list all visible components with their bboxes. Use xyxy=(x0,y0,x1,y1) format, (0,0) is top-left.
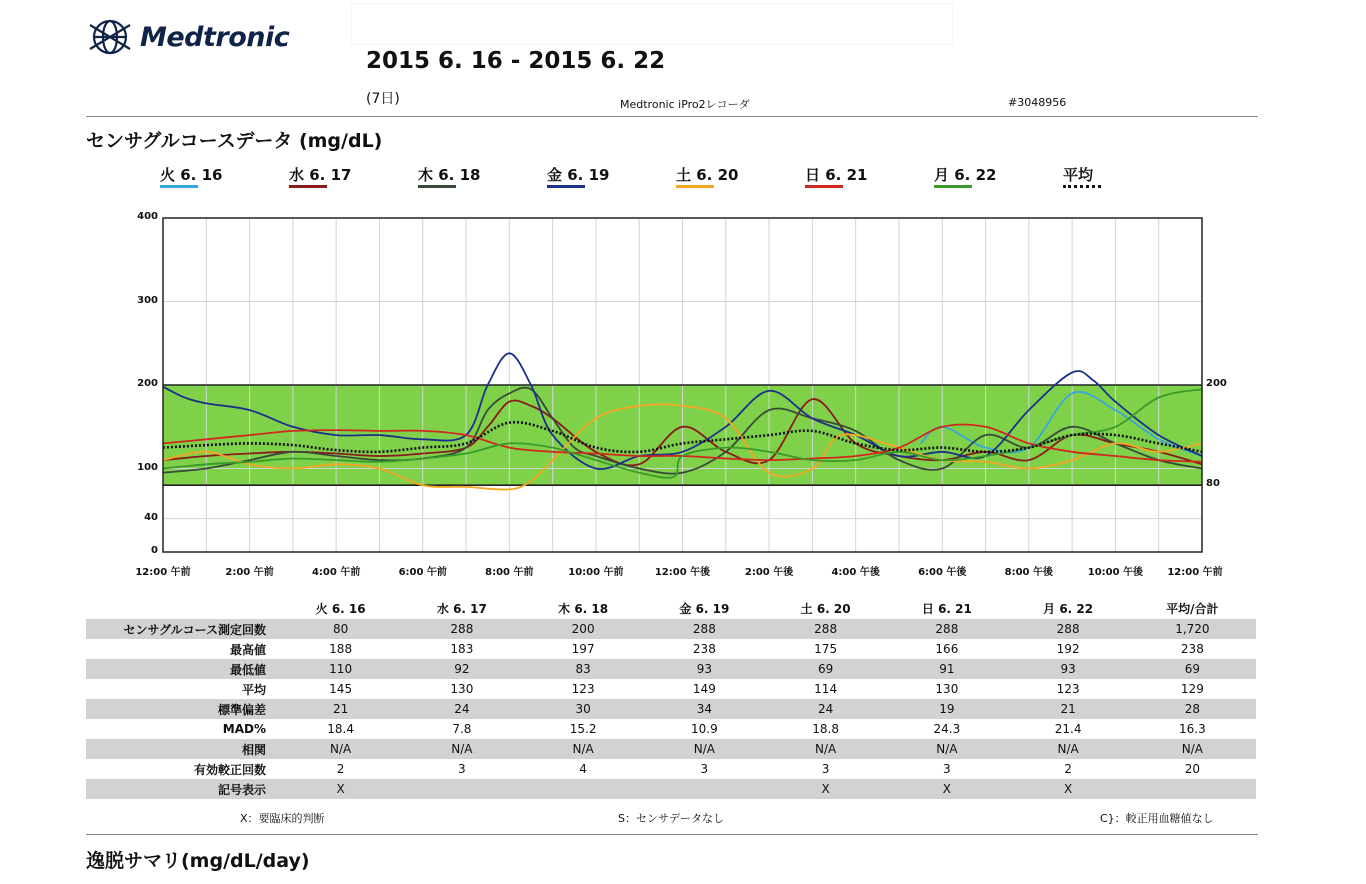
stats-cell: 288 xyxy=(886,619,1007,639)
stats-cell: 197 xyxy=(571,642,595,656)
stats-cell: 30 xyxy=(523,699,644,719)
stats-row-label: 標準偏差 xyxy=(86,699,280,719)
legend-label: 火 6. 16 xyxy=(160,166,223,184)
stats-cell xyxy=(1129,779,1256,799)
section-title-2: 逸脱サマリ(mg/dL/day) xyxy=(86,850,310,872)
x-tick-label: 8:00 午前 xyxy=(485,567,534,578)
footer-divider xyxy=(86,834,1258,835)
legend-label: 日 6. 21 xyxy=(805,166,868,184)
stats-row-label: 相関 xyxy=(86,739,280,759)
stats-cell: 110 xyxy=(280,659,401,679)
stats-cell: N/A xyxy=(1129,739,1256,759)
stats-cell: 175 xyxy=(814,642,838,656)
stats-cell: 18.4 xyxy=(327,722,354,736)
x-tick-label: 12:00 午前 xyxy=(1167,567,1223,578)
stats-row-label: センサグルコース測定回数 xyxy=(86,619,280,639)
date-range: 2015 6. 16 - 2015 6. 22 xyxy=(366,48,666,74)
stats-column-header: 水 6. 17 xyxy=(436,602,487,616)
stats-cell: 80 xyxy=(280,619,401,639)
legend-label: 水 6. 17 xyxy=(289,166,352,184)
stats-cell: X xyxy=(280,779,401,799)
stats-cell: 3 xyxy=(700,762,709,776)
stats-cell: 24 xyxy=(401,699,522,719)
stats-cell: 238 xyxy=(692,642,716,656)
stats-cell: 1,720 xyxy=(1129,619,1256,639)
stats-cell: 3 xyxy=(943,762,951,776)
stats-row-label: 最低値 xyxy=(86,659,280,679)
stats-cell: 2 xyxy=(336,762,345,776)
stats-cell: 200 xyxy=(523,619,644,639)
stats-cell: 92 xyxy=(401,659,522,679)
stats-cell: 238 xyxy=(1180,642,1204,656)
y-tick-label: 400 xyxy=(137,211,158,222)
stats-cell: 24 xyxy=(765,699,886,719)
note-s: S：センサデータなし xyxy=(618,812,724,825)
stats-cell: 114 xyxy=(814,682,838,696)
stats-row xyxy=(86,759,1256,779)
y-tick-label: 40 xyxy=(144,511,158,523)
logo-text: Medtronic xyxy=(140,21,290,53)
serial-number: #3048956 xyxy=(1008,96,1067,109)
section-title: センサグルコースデータ (mg/dL) xyxy=(86,130,383,152)
stats-cell: N/A xyxy=(886,739,1007,759)
stats-cell: N/A xyxy=(644,739,765,759)
legend-label: 木 6. 18 xyxy=(418,166,481,184)
stats-cell: 2 xyxy=(1064,762,1072,776)
stats-cell: 123 xyxy=(571,682,595,696)
stats-cell: 3 xyxy=(458,762,466,776)
day-count: (7日) xyxy=(366,91,400,107)
stats-cell: 3 xyxy=(821,762,830,776)
stats-cell: N/A xyxy=(1008,739,1129,759)
stats-cell: N/A xyxy=(401,739,522,759)
stats-cell: 83 xyxy=(523,659,644,679)
stats-cell: 69 xyxy=(1129,659,1256,679)
stats-cell: X xyxy=(886,779,1007,799)
stats-column-header: 月 6. 22 xyxy=(1043,602,1094,616)
stats-cell: 7.8 xyxy=(452,722,472,736)
stats-row-label: 有効較正回数 xyxy=(193,762,266,777)
stats-cell: 288 xyxy=(1008,619,1129,639)
device-name: Medtronic iPro2レコーダ xyxy=(620,98,750,111)
stats-cell: 69 xyxy=(765,659,886,679)
stats-cell: 166 xyxy=(935,642,959,656)
x-tick-label: 10:00 午後 xyxy=(1087,567,1144,578)
stats-table xyxy=(86,598,1256,799)
stats-column-header: 日 6. 21 xyxy=(921,602,972,616)
stats-header-row xyxy=(86,598,1256,619)
x-tick-label: 8:00 午後 xyxy=(1004,567,1053,578)
stats-cell: N/A xyxy=(765,739,886,759)
stats-column-header: 木 6. 18 xyxy=(558,602,609,616)
note-x: X：要臨床的判断 xyxy=(240,812,325,825)
stats-cell: 288 xyxy=(765,619,886,639)
stats-cell: 149 xyxy=(692,682,716,696)
x-tick-label: 12:00 午前 xyxy=(135,567,191,578)
stats-cell: X xyxy=(765,779,886,799)
legend-label: 金 6. 19 xyxy=(547,166,610,184)
stats-cell: 24.3 xyxy=(933,722,961,736)
stats-cell: 16.3 xyxy=(1179,722,1206,736)
stats-cell: X xyxy=(1008,779,1129,799)
stats-cell: 288 xyxy=(401,619,522,639)
y-tick-label: 200 xyxy=(137,378,158,389)
stats-header-blank xyxy=(86,598,280,619)
x-tick-label: 12:00 午後 xyxy=(654,567,711,578)
stats-cell: 93 xyxy=(644,659,765,679)
stats-cell: 145 xyxy=(329,682,353,696)
stats-row xyxy=(86,659,1256,679)
stats-row xyxy=(86,719,1256,739)
x-tick-label: 4:00 午前 xyxy=(311,567,361,578)
stats-row xyxy=(86,739,1256,759)
stats-cell: 130 xyxy=(450,682,474,696)
stats-cell: N/A xyxy=(523,739,644,759)
x-tick-label: 6:00 午前 xyxy=(398,567,447,578)
stats-column-header: 土 6. 20 xyxy=(800,602,851,616)
stats-cell: 123 xyxy=(1056,682,1080,696)
stats-cell: 93 xyxy=(1008,659,1129,679)
stats-cell: N/A xyxy=(280,739,401,759)
x-tick-label: 6:00 午後 xyxy=(918,567,967,578)
stats-cell: 28 xyxy=(1129,699,1256,719)
stats-cell xyxy=(401,779,522,799)
stats-row xyxy=(86,699,1256,719)
x-tick-label: 4:00 午後 xyxy=(831,567,880,578)
x-tick-label: 2:00 午前 xyxy=(225,567,274,578)
legend-label: 土 6. 20 xyxy=(676,166,739,184)
stats-cell xyxy=(644,779,765,799)
stats-cell: 34 xyxy=(644,699,765,719)
stats-cell: 15.2 xyxy=(569,722,597,736)
stats-cell: 91 xyxy=(886,659,1007,679)
target-range-label: 200 xyxy=(1206,378,1227,389)
stats-row xyxy=(86,679,1256,699)
y-tick-label: 300 xyxy=(137,294,158,306)
legend-label: 月 6. 22 xyxy=(934,166,997,184)
stats-cell: 129 xyxy=(1180,682,1204,696)
x-tick-label: 2:00 午後 xyxy=(744,567,794,578)
stats-cell: 18.8 xyxy=(812,722,839,736)
stats-cell: 20 xyxy=(1184,762,1201,776)
stats-row xyxy=(86,619,1256,639)
stats-cell: 4 xyxy=(579,762,587,776)
stats-cell: 21.4 xyxy=(1054,722,1082,736)
stats-cell: 130 xyxy=(935,682,959,696)
stats-row-label: 平均 xyxy=(241,682,266,697)
target-range-label: 80 xyxy=(1206,478,1220,490)
stats-cell: 21 xyxy=(1008,699,1129,719)
stats-column-header: 金 6. 19 xyxy=(679,602,730,616)
x-tick-label: 10:00 午前 xyxy=(568,567,624,578)
stats-cell: 188 xyxy=(329,642,353,656)
legend-label: 平均 xyxy=(1063,166,1094,184)
stats-cell: 192 xyxy=(1056,642,1080,656)
stats-column-header: 火 6. 16 xyxy=(315,602,366,616)
note-c: C}：較正用血糖値なし xyxy=(1100,812,1214,825)
stats-cell xyxy=(523,779,644,799)
stats-cell: 10.9 xyxy=(691,722,718,736)
stats-row xyxy=(86,639,1256,659)
stats-row xyxy=(86,779,1256,799)
stats-cell: 288 xyxy=(644,619,765,639)
stats-cell: 19 xyxy=(886,699,1007,719)
y-tick-label: 100 xyxy=(137,461,158,473)
stats-cell: 21 xyxy=(280,699,401,719)
stats-row-label: 最高値 xyxy=(229,642,266,657)
stats-row-label: MAD% xyxy=(222,722,266,736)
stats-cell: 183 xyxy=(450,642,474,656)
stats-column-header: 平均/合計 xyxy=(1166,602,1219,616)
y-tick-label: 0 xyxy=(151,545,158,556)
stats-row-label: 記号表示 xyxy=(86,779,280,799)
